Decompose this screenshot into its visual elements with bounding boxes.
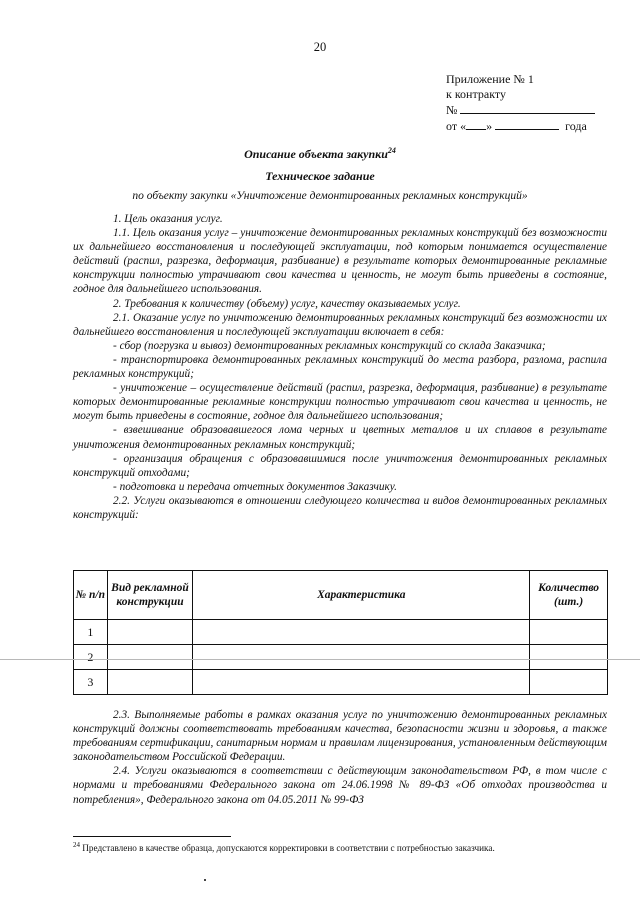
- paragraph: 1.1. Цель оказания услуг – уничтожение демонтированных рекламных конструкций без возможности их дальнейшего восстановления и последующей эксплуатации, под которым понимается осуществление действий (распил, разрезка, деформация, разбивание) в результате которых демонтированные рекламные конструкции полностью утрачивают свои качества и ценность, не могут быть приведены в состояние, годное для дальнейшего использования.: [73, 227, 607, 296]
- list-item: - уничтожение – осуществление действий (распил, разрезка, деформация, разбивание) в результате которых демонтированные рекламные конструкции полностью утрачивают свои качества и ценность, не могут быть приведены в состояние, годное для дальнейшего использования;: [73, 382, 607, 423]
- number-label: №: [446, 103, 458, 117]
- title-footnote-mark: 24: [387, 146, 396, 155]
- month-blank: [495, 118, 559, 130]
- header-quantity: Количество (шт.): [530, 571, 608, 620]
- number-blank: [460, 102, 595, 114]
- cell-quantity: [530, 645, 608, 670]
- services-table: [73, 570, 608, 695]
- paragraph: 2.3. Выполняемые работы в рамках оказания услуг по уничтожению демонтированных рекламных конструкций должны соответствовать требованиям качества, безопасности жизни и здоровья, а также требованиям сертификации, санитарным нормам и правилам лицензирования, установленным действующим законодательством Российской Федерации.: [73, 709, 607, 764]
- list-item: - транспортировка демонтированных рекламных конструкций до места разбора, разлома, распила рекламных конструкций;: [73, 353, 607, 381]
- cell-num: 1: [74, 620, 108, 645]
- cell-type: [107, 645, 193, 670]
- contract-number-line: [446, 102, 595, 118]
- cell-num: 3: [74, 670, 108, 695]
- doc-body: [73, 212, 607, 522]
- cell-quantity: [530, 620, 608, 645]
- date-from: от «: [446, 119, 467, 133]
- appendix-line2: к контракту: [446, 87, 506, 101]
- date-quote: »: [486, 119, 493, 133]
- paragraph: 1. Цель оказания услуг.: [113, 213, 223, 225]
- table-row: [74, 645, 608, 670]
- page-number: 20: [313, 40, 327, 54]
- table-row: [74, 670, 608, 695]
- cell-type: [107, 670, 193, 695]
- scan-artifact-line: [0, 659, 640, 660]
- list-item: - взвешивание образовавшегося лома черных и цветных металлов и их сплавов в результате уничтожения демонтированных рекламных конструкций;: [73, 424, 607, 451]
- paragraph: 2.2. Услуги оказываются в отношении следующего количества и видов демонтированных рекламных конструкций:: [73, 494, 607, 521]
- contract-date-line: [446, 118, 595, 134]
- header-type: Вид рекламной конструкции: [107, 571, 193, 620]
- footnote-text: Представлено в качестве образца, допускаются корректировки в соответствии с потребностью заказчика.: [82, 843, 495, 854]
- footnote-mark: 24: [73, 841, 80, 849]
- cell-characteristic: [193, 670, 530, 695]
- doc-subtitle: Техническое задание: [265, 169, 375, 183]
- header-num: № п/п: [74, 571, 108, 620]
- footnote-divider: [73, 836, 231, 837]
- header-characteristic: Характеристика: [193, 571, 530, 620]
- paragraph: 2.4. Услуги оказываются в соответствии с действующим законодательством РФ, в том числе с нормами и требованиями Федерального закона от 24.06.1998 № 89-ФЗ «Об отходах производства и потребления», Федерального закона от 04.05.2011 № 99-ФЗ: [73, 765, 607, 806]
- doc-body-continued: [73, 708, 607, 807]
- appendix-block: [446, 72, 595, 134]
- purchase-subject: по объекту закупки «Уничтожение демонтированных рекламных конструкций»: [132, 190, 528, 202]
- list-item: - организация обращения с образовавшимися после уничтожения демонтированных рекламных конструкций отходами;: [73, 452, 607, 479]
- cell-type: [107, 620, 193, 645]
- date-year: года: [565, 119, 587, 133]
- table-header-row: [74, 571, 608, 620]
- cell-num: 2: [74, 645, 108, 670]
- day-blank: [466, 118, 486, 130]
- list-item: - подготовка и передача отчетных документов Заказчику.: [113, 480, 397, 493]
- cell-quantity: [530, 670, 608, 695]
- paragraph: 2.1. Оказание услуг по уничтожению демонтированных рекламных конструкций без возможности их дальнейшего восстановления и последующей эксплуатации включает в себя:: [73, 311, 607, 338]
- paragraph: 2. Требования к количеству (объему) услуг, качеству оказываемых услуг.: [113, 297, 461, 310]
- table-row: [74, 620, 608, 645]
- appendix-line1: Приложение № 1: [446, 72, 534, 86]
- cell-characteristic: [193, 620, 530, 645]
- list-item: - сбор (погрузка и вывоз) демонтированных рекламных конструкций со склада Заказчика;: [113, 339, 546, 352]
- doc-title: [0, 146, 640, 162]
- scan-speck: [204, 879, 206, 881]
- doc-title-text: Описание объекта закупки: [244, 147, 388, 161]
- footnote: [73, 839, 613, 854]
- cell-characteristic: [193, 645, 530, 670]
